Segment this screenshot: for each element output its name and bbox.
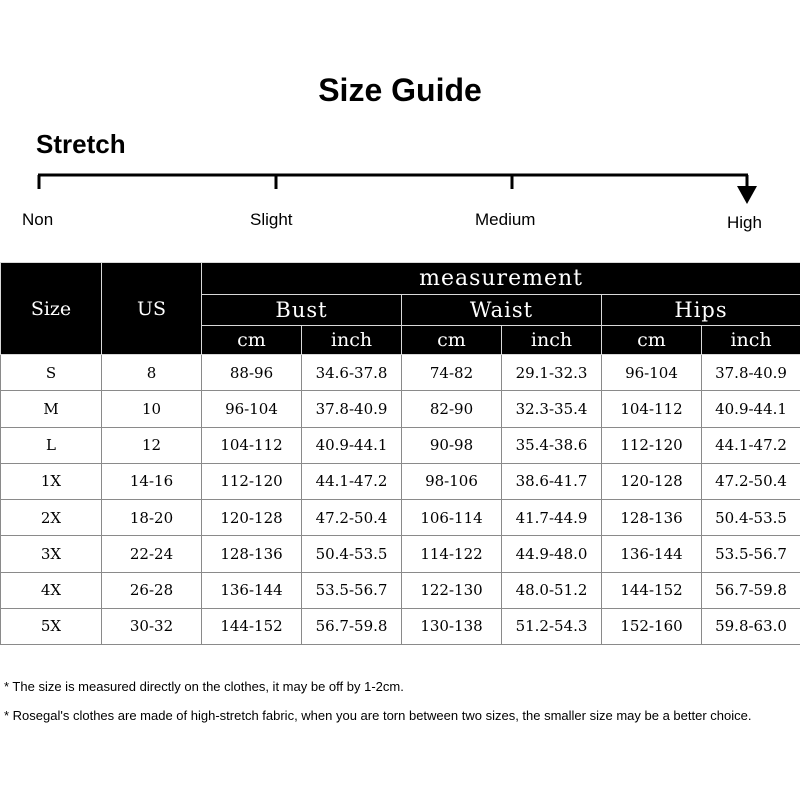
table-cell: 106-114 xyxy=(402,500,502,536)
table-cell: 96-104 xyxy=(602,355,702,391)
stretch-scale xyxy=(0,0,800,260)
header-hips: Hips xyxy=(602,295,800,326)
stretch-level-high: High xyxy=(727,213,762,232)
table-row xyxy=(1,391,800,427)
table-cell: 2X xyxy=(1,500,102,536)
table-cell: 30-32 xyxy=(102,608,202,644)
table-cell: 90-98 xyxy=(402,427,502,463)
table-row xyxy=(1,500,800,536)
table-cell: 37.8-40.9 xyxy=(302,391,402,427)
table-row xyxy=(1,608,800,644)
page-title: Size Guide xyxy=(318,72,482,108)
table-cell: M xyxy=(1,391,102,427)
table-cell: 130-138 xyxy=(402,608,502,644)
table-cell: L xyxy=(1,427,102,463)
stretch-level-slight: Slight xyxy=(250,210,293,229)
table-row xyxy=(1,463,800,499)
table-cell: 53.5-56.7 xyxy=(302,572,402,608)
table-cell: 50.4-53.5 xyxy=(302,536,402,572)
table-cell: 41.7-44.9 xyxy=(502,500,602,536)
table-cell: 40.9-44.1 xyxy=(702,391,800,427)
table-cell: 38.6-41.7 xyxy=(502,463,602,499)
table-cell: 37.8-40.9 xyxy=(702,355,800,391)
stretch-indicator-arrow-icon xyxy=(737,186,757,204)
table-cell: 44.9-48.0 xyxy=(502,536,602,572)
table-cell: 32.3-35.4 xyxy=(502,391,602,427)
header-unit-waist-inch: inch xyxy=(502,326,602,355)
table-cell: 56.7-59.8 xyxy=(702,572,800,608)
table-cell: 128-136 xyxy=(602,500,702,536)
table-cell: 40.9-44.1 xyxy=(302,427,402,463)
table-row xyxy=(1,572,800,608)
header-unit-bust-cm: cm xyxy=(202,326,302,355)
table-cell: 14-16 xyxy=(102,463,202,499)
table-cell: 152-160 xyxy=(602,608,702,644)
table-cell: 1X xyxy=(1,463,102,499)
table-cell: 34.6-37.8 xyxy=(302,355,402,391)
header-unit-waist-cm: cm xyxy=(402,326,502,355)
table-cell: 136-144 xyxy=(202,572,302,608)
header-unit-hips-cm: cm xyxy=(602,326,702,355)
table-cell: 74-82 xyxy=(402,355,502,391)
table-cell: 53.5-56.7 xyxy=(702,536,800,572)
table-cell: 3X xyxy=(1,536,102,572)
header-us: US xyxy=(102,263,202,355)
table-cell: 98-106 xyxy=(402,463,502,499)
header-size: Size xyxy=(1,263,102,355)
table-cell: S xyxy=(1,355,102,391)
header-bust: Bust xyxy=(202,295,402,326)
table-cell: 51.2-54.3 xyxy=(502,608,602,644)
table-cell: 112-120 xyxy=(602,427,702,463)
table-cell: 12 xyxy=(102,427,202,463)
table-cell: 114-122 xyxy=(402,536,502,572)
table-cell: 8 xyxy=(102,355,202,391)
header-unit-bust-inch: inch xyxy=(302,326,402,355)
table-cell: 26-28 xyxy=(102,572,202,608)
table-row xyxy=(1,536,800,572)
header-unit-hips-inch: inch xyxy=(702,326,800,355)
table-cell: 104-112 xyxy=(602,391,702,427)
stretch-level-medium: Medium xyxy=(475,210,536,229)
stretch-level-non: Non xyxy=(22,210,54,229)
table-cell: 104-112 xyxy=(202,427,302,463)
table-row xyxy=(1,427,800,463)
table-cell: 22-24 xyxy=(102,536,202,572)
table-cell: 47.2-50.4 xyxy=(702,463,800,499)
table-cell: 128-136 xyxy=(202,536,302,572)
note-stretch-advice: * Rosegal's clothes are made of high-stretch fabric, when you are torn between two sizes, the smaller size may be a better choice. xyxy=(4,708,752,723)
table-cell: 18-20 xyxy=(102,500,202,536)
stretch-label: Stretch xyxy=(36,129,126,159)
table-cell: 44.1-47.2 xyxy=(702,427,800,463)
table-cell: 122-130 xyxy=(402,572,502,608)
table-cell: 120-128 xyxy=(202,500,302,536)
table-cell: 96-104 xyxy=(202,391,302,427)
table-cell: 5X xyxy=(1,608,102,644)
size-table xyxy=(0,262,800,645)
table-cell: 10 xyxy=(102,391,202,427)
table-cell: 59.8-63.0 xyxy=(702,608,800,644)
table-cell: 56.7-59.8 xyxy=(302,608,402,644)
size-table-body xyxy=(1,355,800,645)
table-cell: 144-152 xyxy=(202,608,302,644)
table-cell: 44.1-47.2 xyxy=(302,463,402,499)
table-cell: 112-120 xyxy=(202,463,302,499)
table-cell: 47.2-50.4 xyxy=(302,500,402,536)
table-cell: 35.4-38.6 xyxy=(502,427,602,463)
header-waist: Waist xyxy=(402,295,602,326)
table-cell: 29.1-32.3 xyxy=(502,355,602,391)
table-cell: 136-144 xyxy=(602,536,702,572)
table-cell: 144-152 xyxy=(602,572,702,608)
table-cell: 50.4-53.5 xyxy=(702,500,800,536)
table-cell: 48.0-51.2 xyxy=(502,572,602,608)
table-cell: 82-90 xyxy=(402,391,502,427)
table-row xyxy=(1,355,800,391)
table-cell: 4X xyxy=(1,572,102,608)
table-cell: 88-96 xyxy=(202,355,302,391)
header-measurement: measurement xyxy=(202,263,800,295)
note-measurement: * The size is measured directly on the clothes, it may be off by 1-2cm. xyxy=(4,679,404,694)
table-cell: 120-128 xyxy=(602,463,702,499)
